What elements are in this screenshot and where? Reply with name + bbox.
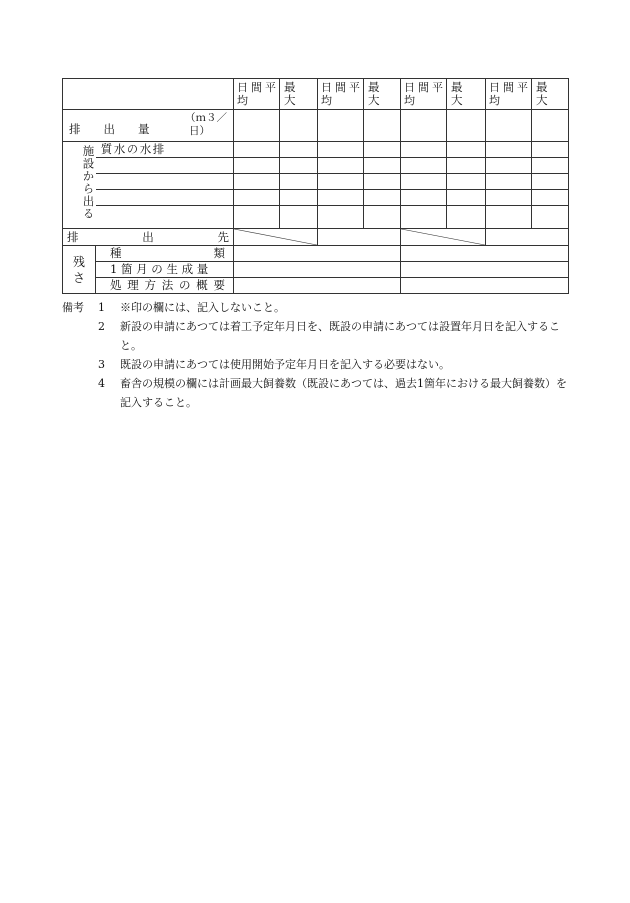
note-number: 3 (98, 358, 105, 371)
water-quality-item-4[interactable] (96, 190, 234, 206)
water-quality-cell[interactable] (280, 174, 318, 190)
water-quality-cell[interactable] (486, 206, 532, 229)
water-quality-cell[interactable] (280, 142, 318, 158)
water-quality-item-3[interactable] (96, 174, 234, 190)
water-quality-cell[interactable] (401, 142, 447, 158)
residue-kind-cell[interactable] (401, 246, 569, 262)
destination-cell[interactable] (486, 229, 569, 246)
water-quality-item-1[interactable] (96, 142, 234, 158)
note-text: 既設の申請にあつては使用開始予定年月日を記入する必要はない。 (120, 358, 450, 371)
facility-label: 施設から出る (63, 142, 96, 229)
water-quality-cell[interactable] (318, 190, 364, 206)
header-max-3: 最 大 (447, 79, 486, 110)
water-quality-cell[interactable] (532, 206, 569, 229)
notes-section (62, 298, 572, 412)
water-quality-cell[interactable] (318, 142, 364, 158)
water-quality-cell[interactable] (447, 142, 486, 158)
destination-label: 排出先 (63, 229, 234, 246)
water-quality-cell[interactable] (401, 174, 447, 190)
water-quality-cell[interactable] (234, 190, 280, 206)
water-quality-cell[interactable] (234, 174, 280, 190)
water-quality-cell[interactable] (318, 174, 364, 190)
destination-cell-diagonal (234, 229, 318, 246)
note-item-2 (62, 317, 572, 355)
note-text: ※印の欄には、記入しないこと。 (120, 301, 285, 314)
residue-label-cell (63, 246, 96, 294)
header-blank-cell (63, 79, 234, 110)
discharge-unit-line2: 日） (189, 125, 210, 137)
residue-method-cell[interactable] (234, 278, 401, 294)
header-avg-4: 日間平均 (486, 79, 532, 110)
header-avg-3: 日間平均 (401, 79, 447, 110)
residue-label: 残さ (72, 254, 85, 285)
water-quality-cell[interactable] (364, 158, 401, 174)
discharge-unit-line1: （ｍ３／ (185, 112, 227, 124)
discharge-amount-label-cell (63, 110, 234, 142)
residue-monthly-cell[interactable] (234, 262, 401, 278)
header-avg-1: 日間平均 (234, 79, 280, 110)
discharge-cell[interactable] (234, 110, 280, 142)
destination-cell[interactable] (318, 229, 401, 246)
water-quality-cell[interactable] (364, 142, 401, 158)
residue-kind-cell[interactable] (234, 246, 401, 262)
note-number: 4 (98, 377, 105, 390)
notes-heading: 備考 (62, 301, 84, 314)
note-item-3 (62, 355, 572, 374)
discharge-cell[interactable] (364, 110, 401, 142)
destination-cell-diagonal (401, 229, 486, 246)
discharge-cell[interactable] (318, 110, 364, 142)
header-avg-2: 日間平均 (318, 79, 364, 110)
water-quality-cell[interactable] (486, 142, 532, 158)
header-max-4: 最 大 (532, 79, 569, 110)
water-quality-item-5[interactable] (96, 206, 234, 229)
water-quality-cell[interactable] (532, 190, 569, 206)
water-quality-cell[interactable] (318, 206, 364, 229)
water-quality-cell[interactable] (447, 174, 486, 190)
water-quality-cell[interactable] (401, 206, 447, 229)
note-item-1 (62, 298, 572, 317)
water-quality-cell[interactable] (280, 206, 318, 229)
discharge-cell[interactable] (486, 110, 532, 142)
note-text: 新設の申請にあつては着工予定年月日を、既設の申請にあつては設置年月日を記入すること。 (120, 320, 560, 352)
discharge-unit (185, 112, 227, 138)
water-quality-item-2[interactable] (96, 158, 234, 174)
water-quality-cell[interactable] (234, 158, 280, 174)
discharge-cell[interactable] (447, 110, 486, 142)
water-quality-cell[interactable] (401, 190, 447, 206)
header-max-1: 最 大 (280, 79, 318, 110)
water-quality-cell[interactable] (280, 190, 318, 206)
note-number: 2 (98, 320, 105, 333)
residue-kind-label: 種類 (96, 246, 234, 262)
diagonal-line (234, 229, 317, 245)
water-quality-cell[interactable] (364, 190, 401, 206)
water-quality-cell[interactable] (486, 174, 532, 190)
water-quality-cell[interactable] (234, 206, 280, 229)
note-number: 1 (98, 301, 105, 314)
water-quality-cell[interactable] (447, 158, 486, 174)
water-quality-cell[interactable] (532, 142, 569, 158)
water-quality-cell[interactable] (364, 206, 401, 229)
water-quality-cell[interactable] (447, 190, 486, 206)
water-quality-cell[interactable] (486, 190, 532, 206)
discharge-form-table (62, 78, 569, 294)
discharge-amount-label: 排 出 量 (69, 122, 150, 136)
note-text: 畜舎の規模の欄には計画最大飼養数（既設にあつては、過去1箇年における最大飼養数）を記入すること。 (120, 377, 567, 409)
residue-method-label: 処理方法の概要 (96, 278, 234, 294)
water-quality-cell[interactable] (532, 158, 569, 174)
discharge-cell[interactable] (280, 110, 318, 142)
water-quality-label: 排水の水質 (99, 143, 166, 156)
water-quality-cell[interactable] (364, 174, 401, 190)
note-item-4 (62, 374, 572, 412)
water-quality-cell[interactable] (234, 142, 280, 158)
residue-monthly-cell[interactable] (401, 262, 569, 278)
diagonal-line (401, 229, 485, 245)
discharge-cell[interactable] (532, 110, 569, 142)
water-quality-cell[interactable] (318, 158, 364, 174)
water-quality-cell[interactable] (447, 206, 486, 229)
header-max-2: 最 大 (364, 79, 401, 110)
discharge-cell[interactable] (401, 110, 447, 142)
residue-monthly-label: 1 箇 月 の 生 成 量 (96, 262, 234, 278)
water-quality-cell[interactable] (401, 158, 447, 174)
water-quality-cell[interactable] (486, 158, 532, 174)
water-quality-cell[interactable] (532, 174, 569, 190)
water-quality-cell[interactable] (280, 158, 318, 174)
residue-method-cell[interactable] (401, 278, 569, 294)
